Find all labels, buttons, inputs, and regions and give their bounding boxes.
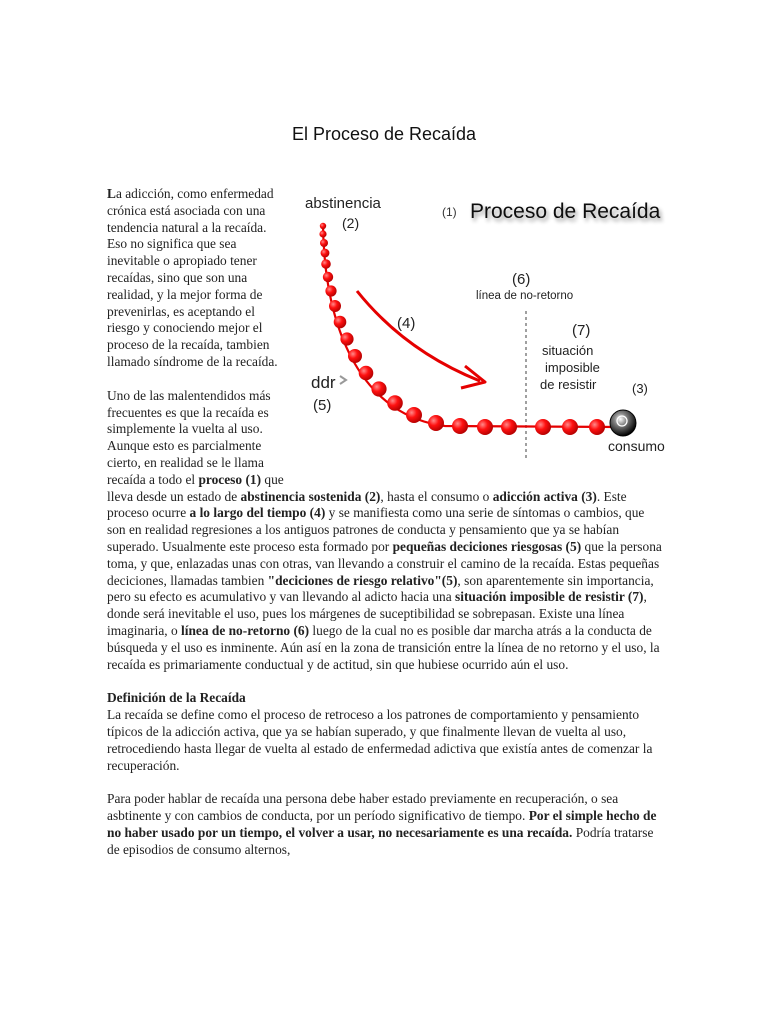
label-step4: (4) [397, 315, 416, 332]
bold-run: Por el simple hecho de no haber usado por un tiempo, el volver a usar, no necesariamente es una recaída. [107, 808, 657, 840]
drop-cap: L [107, 186, 116, 201]
text-run: . Este proceso ocurre [107, 488, 627, 521]
text-run: que la persona toma, y que, enlazadas unas con otras, van llevando a construir el camino de la recaída. Estas pequeñas deciciones, llamadas tambien [107, 538, 662, 588]
curve-dot [477, 419, 493, 435]
curve-dot [387, 395, 403, 411]
section-heading-definicion: Definición de la Recaída [107, 690, 246, 706]
consumo-ball-icon [610, 410, 636, 436]
curve-dot [371, 381, 386, 396]
curve-dot [321, 259, 331, 269]
curve-dot [320, 239, 328, 247]
label-consumo: consumo [608, 438, 665, 454]
curve-dot [452, 418, 468, 434]
text-run: luego de la cual no es posible dar marcha atrás a la conducta de búsqueda y el uso es inminente. Aún así en la zona de transición entre la línea de no retorno y el uso, la recaída es primariamente conductual y de actitud, sin que hubiese ocurrido aún el uso. [107, 622, 660, 672]
curve-dot [359, 366, 374, 381]
text-run: , hasta el consumo o [380, 488, 493, 504]
text-run: Uno de las malentendidos más frecuentes es que la recaída es simplemente la vuelta al uso. Aunque esto es parcialmente cierto, en realidad se le llama recaída a todo el [107, 387, 271, 487]
curve-dot [589, 419, 605, 435]
curve-dot [319, 230, 326, 237]
curve-dot [334, 316, 347, 329]
text-run: , son aparentemente sin importancia, pero su efecto es acumulativo y van llevando al adicto hacia una [107, 572, 654, 605]
label-abstinencia: abstinencia [305, 195, 381, 212]
text-run: y se manifiesta como una serie de síntomas o cambios, que son en realidad regresiones a los antiguos patrones de conducta y pensamiento que ya se habían superado. Usualmente este proceso esta formado por [107, 505, 645, 554]
label-step7-line3: de resistir [540, 377, 597, 392]
curve-dot [323, 272, 333, 282]
label-step7-num: (7) [572, 322, 591, 339]
curve-dot [406, 407, 422, 423]
label-no-return-line: línea de no-retorno [476, 290, 574, 302]
relapse-dots [319, 223, 605, 435]
curve-dot [321, 249, 330, 258]
bold-run: línea de no-retorno (6) [181, 622, 310, 638]
curve-dot [428, 415, 444, 431]
label-ddr: ddr [311, 373, 336, 392]
label-title-num: (1) [442, 205, 457, 219]
relapse-process-diagram [295, 186, 675, 481]
label-step7-line2: imposible [545, 360, 600, 375]
paragraph-definicion: La recaída se define como el proceso de retroceso a los patrones de comportamiento y pensamiento típicos de la adicción activa, que ya se habían superado, y que finalmente llevan de vuelta al uso, retrocediendo hasta llegar de vuelta al estado de enfermedad adictiva que existía antes de comenzar la recuperación. [107, 707, 653, 773]
curve-dot [562, 419, 578, 435]
bold-run: situación imposible de resistir (7) [455, 589, 644, 605]
curve-dot [348, 349, 362, 363]
text-run: Podría tratarse de episodios de consumo alternos, [107, 824, 654, 857]
label-consumo-num: (3) [632, 381, 648, 396]
document-body [107, 186, 663, 858]
progression-arrow-icon [357, 291, 480, 381]
label-ddr-num: (5) [313, 397, 332, 414]
bold-run: adicción activa (3) [492, 488, 597, 504]
paragraph-recuperacion [107, 791, 663, 858]
diagram-title: Proceso de Recaída [470, 200, 661, 223]
curve-dot [535, 419, 551, 435]
label-step7-line1: situación [542, 343, 594, 358]
bold-run: abstinencia sostenida (2) [240, 488, 381, 504]
curve-dot [501, 419, 517, 435]
intro-text: a adicción, como enfermedad crónica está asociada con una tendencia natural a la recaída. Eso no significa que sea inevitable o apropiado tener recaídas, sino que son una realidad, y la mejor forma de prevenirlas, es aceptando el riesgo y conociendo mejor el proceso de la recaída, tambien llamado síndrome de la recaída. [107, 186, 278, 369]
label-step6-num: (6) [512, 271, 531, 288]
curve-dot [325, 285, 336, 296]
bold-run: pequeñas deciciones riesgosas (5) [392, 538, 582, 554]
bold-run: proceso (1) [198, 471, 262, 487]
bold-run: "deciciones de riesgo relativo"(5) [267, 572, 458, 588]
label-abstinencia-num: (2) [342, 215, 360, 231]
text-run: , donde será inevitable el uso, pues los márgenes de suceptibilidad se sobrepasan. Existe una línea imaginaria, o [107, 589, 647, 638]
curve-dot [329, 300, 341, 312]
curve-dot [320, 223, 326, 229]
text-run: Para poder hablar de recaída una persona debe haber estado previamente en recuperación, o sea asbtinente y con cambios de conducta, por un período significativo de tiempo. [107, 791, 619, 824]
text-run: que lleva desde un estado de [107, 471, 284, 504]
bold-run: a lo largo del tiempo (4) [189, 505, 326, 521]
ddr-chevron-icon [340, 376, 346, 384]
page-title: El Proceso de Recaída [291, 124, 477, 144]
curve-dot [340, 332, 353, 345]
